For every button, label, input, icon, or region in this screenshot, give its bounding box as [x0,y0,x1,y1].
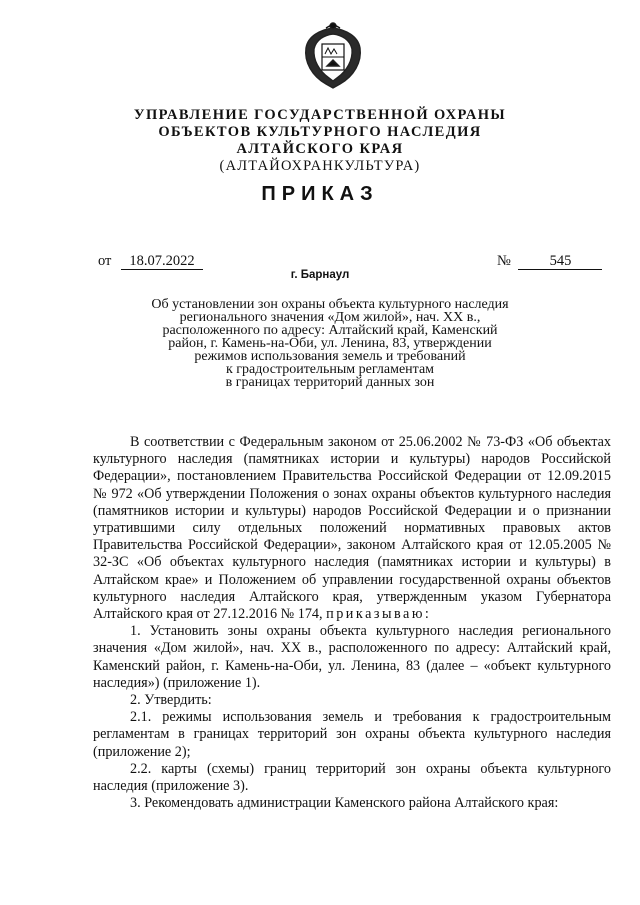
item-paragraph: 2.2. карты (схемы) границ территорий зон охраны объекта культурного наследия (приложение 3). [93,760,611,795]
org-line-1: УПРАВЛЕНИЕ ГОСУДАРСТВЕННОЙ ОХРАНЫ [133,107,507,123]
item-paragraph: 2. Утвердить: [130,692,212,709]
document-number: 545 [518,254,602,270]
subject-line: режимов использования земель и требований [194,349,466,364]
item-paragraph: 2.1. режимы использования земель и требования к градостроительным регламентам в границах территорий зон охраны объекта культурного наследия (приложение 2); [93,709,611,760]
intro-text: В соответствии с Федеральным законом от 25.06.2002 № 73-ФЗ «Об объектах культурного наследия (памятниках истории и культуры) народов Российской Федерации», постановлением Правительства Российской Федерации от 12.09.2015 № 972 «Об утверждении Положения о зонах охраны объектов культурного наследия (памятников истории и культуры) народов Российской Федерации и о признании утратившими силу отдельных положений нормативных правовых актов Правительства Российской Федерации», законом Алтайского края от 12.05.2005 № 32-ЗС «Об объектах культурного наследия (памятниках истории и культуры) в Алтайском крае» и Положением об управлении государственной охраны объектов культурного наследия Алтайского края, утвержденным указом Губернатора Алтайского края от 27.12.2016 № 174, [93,434,611,623]
document-title: ПРИКАЗ [261,183,379,205]
coat-of-arms-emblem [300,22,366,92]
organization-name [0,107,640,175]
subject-line: Об установлении зон охраны объекта культурного наследия [151,297,509,312]
date-prefix: от [98,253,112,269]
subject-line: расположенного по адресу: Алтайский край, Каменский [162,323,498,338]
order-word: приказываю: [326,606,432,623]
document-subject [140,298,520,389]
document-date: 18.07.2022 [121,254,203,270]
city-name: г. Барнаул [290,269,350,281]
item-paragraph: 1. Установить зоны охраны объекта культурного наследия регионального значения «Дом жилой», нач. XX в., расположенного по адресу: Алтайский край, Каменский район, г. Камень-на-Оби, ул. Ленина, 83 (далее – «объект культурного наследия») (приложение 1). [93,623,611,691]
number-prefix: № [497,253,511,269]
intro-paragraph [93,434,611,623]
subject-line: в границах территорий данных зон [225,375,435,390]
item-paragraph: 3. Рекомендовать администрации Каменского района Алтайского края: [130,795,559,812]
org-line-3: АЛТАЙСКОГО КРАЯ [236,141,404,157]
org-short-name: (АЛТАЙОХРАНКУЛЬТУРА) [219,158,421,174]
number-row [497,253,602,270]
subject-line: регионального значения «Дом жилой», нач. XX в., [179,310,481,325]
subject-line: к градостроительным регламентам [225,362,435,377]
subject-line: район, г. Камень-на-Оби, ул. Ленина, 83, утверждении [168,336,492,351]
document-body [93,434,611,812]
date-row [98,253,203,270]
org-line-2: ОБЪЕКТОВ КУЛЬТУРНОГО НАСЛЕДИЯ [158,124,482,140]
